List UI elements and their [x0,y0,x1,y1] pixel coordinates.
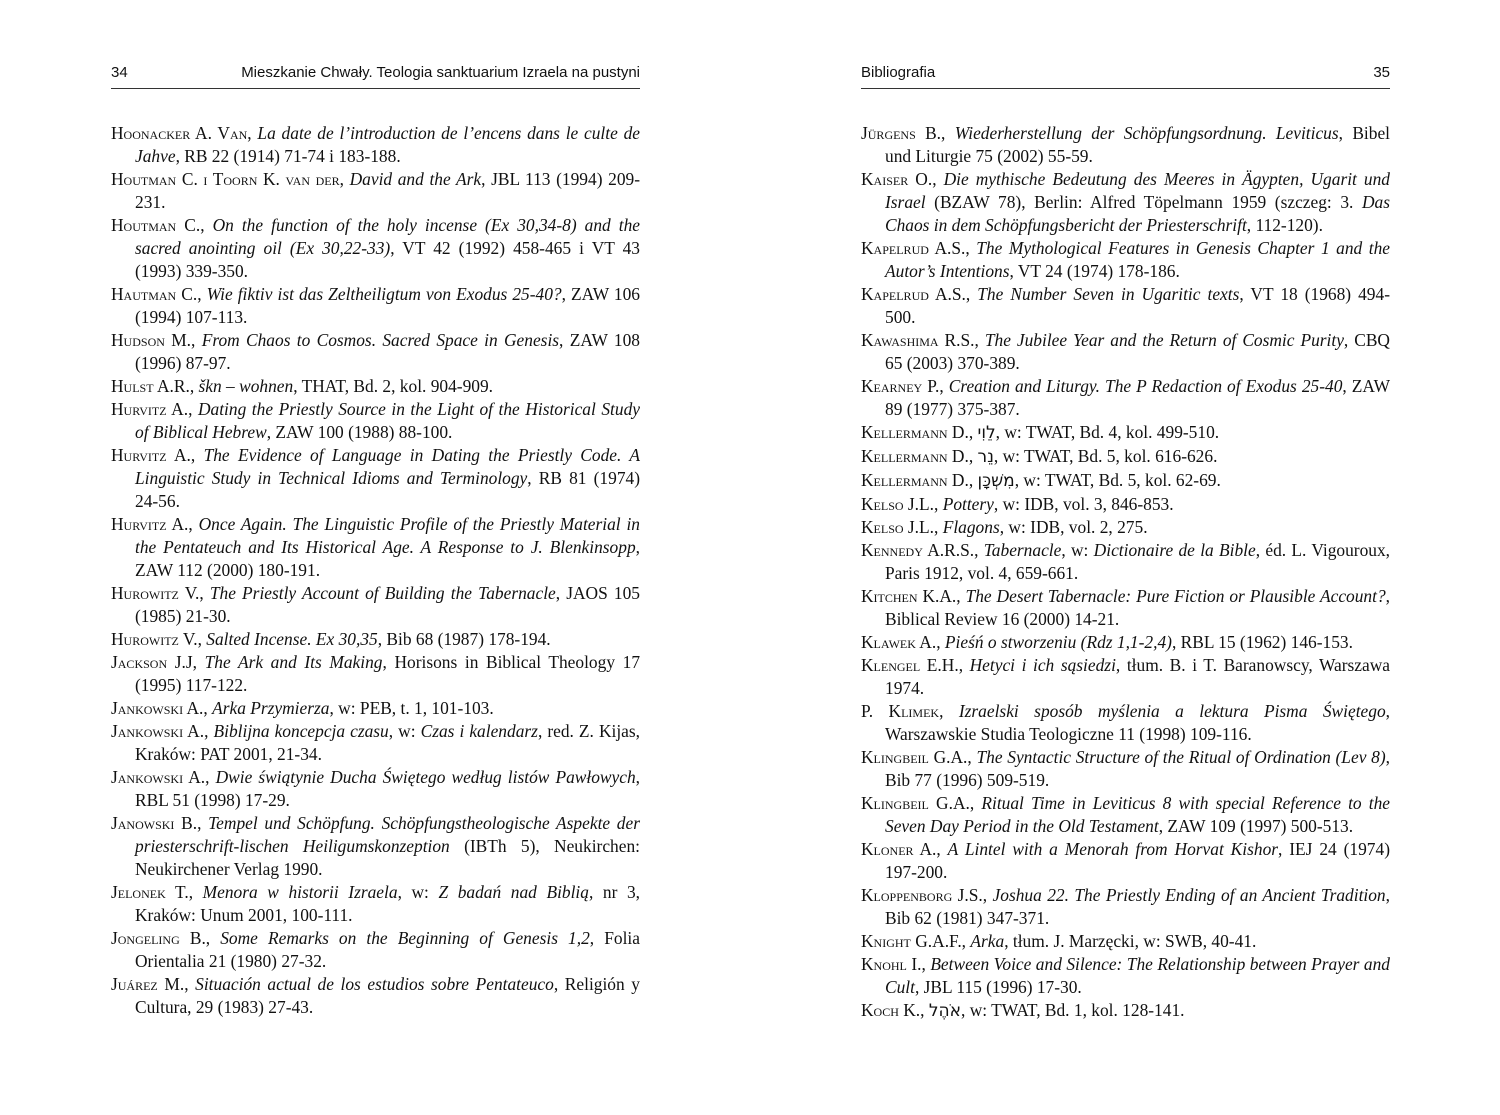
entry-title: Wiederherstellung der Schöpfungsordnung. Leviticus [954,123,1339,143]
entry-author: Hurvitz A. [111,514,189,534]
entry-details: , tłum. B. i T. Baranowscy, Warszawa 1974. [885,655,1391,698]
entry-details: , Horisons in Biblical Theology 17 (1995) 117-122. [135,652,641,695]
entry-author: Jongeling B. [111,928,206,948]
entry-title: Czas i kalendarz [420,721,538,741]
entry-title: The Evidence of Language in Dating the Priestly Code. A Linguistic Study in Technical Idioms and Terminology [135,445,640,488]
entry-title: Dwie świątynie Ducha Świętego według listów Pawłowych [215,767,636,787]
bibliography-entry [861,329,1390,375]
bibliography-entry [111,628,640,651]
entry-author: Hudson M. [111,330,192,350]
entry-title: Arka [970,931,1005,951]
bibliography-entry [861,884,1390,930]
entry-details: (IBTh 5), Neukirchen: Neukirchener Verlag 1990. [135,836,640,879]
entry-title: La date de l’introduction de l’encens dans le culte de Jahve [135,123,640,166]
entry-title: Pottery [942,494,994,514]
bibliography-entry [861,237,1390,283]
bibliography-entry [861,585,1390,631]
entry-details: , w: TWAT, Bd. 5, kol. 616-626. [993,446,1218,466]
entry-details: , [200,215,213,235]
entry-details: , Biblical Review 16 (2000) 14-21. [885,586,1391,629]
bibliography-entry [111,973,640,1019]
entry-details: , RBL 15 (1962) 146-153. [1171,632,1353,652]
entry-details: , RB 22 (1914) 71-74 i 183-188. [175,146,401,166]
bibliography-entry [111,283,640,329]
entry-details: , nr 3, Kraków: Unum 2001, 100-111. [135,882,640,925]
entry-details: , Warszawskie Studia Teologiczne 11 (1998) 109-116. [885,701,1390,744]
entry-author: Jankowski A. [111,698,204,718]
entry-details: , w: IDB, vol. 3, 846-853. [993,494,1174,514]
entry-details: , w: [388,721,421,741]
entry-title: Ritual Time in Leviticus 8 with special Reference to the Seven Day Period in the Old Testament [885,793,1390,836]
entry-details: , w: TWAT, Bd. 5, kol. 62-69. [1014,470,1221,490]
bibliography-entry [861,421,1390,445]
entry-details: , [968,422,978,442]
entry-title: Pieśń o stworzeniu (Rdz 1,1-2,4) [944,632,1172,652]
entry-title: Creation and Liturgy. The P Redaction of Exodus 25-40 [948,376,1343,396]
entry-details: , JAOS 105 (1985) 21-30. [135,583,640,626]
entry-author: Houtman C. i Toorn K. van der [111,169,340,189]
entry-author: Houtman C. [111,215,201,235]
entry-author: Janowski B. [111,813,198,833]
entry-details: , [197,813,209,833]
entry-title: The Jubilee Year and the Return of Cosmic Purity [984,330,1344,350]
bibliography-entry [861,516,1390,539]
entry-author: Kennedy A.R.S. [861,540,975,560]
bibliography-entry [861,469,1390,493]
entry-title: Die mythische Bedeutung des Meeres in Ägypten, Ugarit und Israel [885,169,1390,212]
entry-details: , [974,330,985,350]
entry-details: , [204,721,214,741]
entry-author: Hulst A.R. [111,376,190,396]
bibliography-entry [861,283,1390,329]
entry-details: , [941,123,955,143]
bibliography-entry [111,582,640,628]
entry-details: , [190,445,204,465]
bibliography-entry [111,720,640,766]
entry-details: , [203,698,213,718]
entry-details: , [205,767,216,787]
bibliography-entry [861,168,1390,237]
entry-details: , [189,376,199,396]
entry-author: Koch K. [861,1000,921,1020]
entry-details: , Bibel und Liturgie 75 (2002) 55-59. [885,123,1390,166]
bibliography-entry [861,631,1390,654]
entry-details: , [968,470,978,490]
entry-details: , [968,446,978,466]
entry-title: Menora w historii Izraela [202,882,398,902]
entry-author: Hurvitz A. [111,445,191,465]
entry-details: , [191,330,202,350]
entry-details: , w: [1061,540,1094,560]
entry-details: , [934,517,943,537]
entry-title: From Chaos to Cosmos. Sacred Space in Genesis [201,330,560,350]
entry-title: Biblijna koncepcja czasu [213,721,389,741]
entry-title: Dictionaire de la Bible [1093,540,1256,560]
entry-details: (BZAW 78), Berlin: Alfred Töpelmann 1959 (szczeg: 3. [925,192,1362,212]
bibliography-entry [861,122,1390,168]
entry-title: Arka Przymierza [212,698,330,718]
right-page-number: 35 [1373,64,1390,81]
entry-details: , JBL 115 (1996) 17-30. [914,977,1082,997]
entry-details: , [184,974,196,994]
bibliography-entry [111,697,640,720]
left-page-number: 34 [111,64,128,81]
entry-hebrew-term: נֵר [977,447,994,467]
entry-author: Kellermann D. [861,446,969,466]
entry-title: Flagons [942,517,1000,537]
entry-details: , VT 18 (1968) 494-500. [885,284,1390,327]
entry-details: , [920,1000,929,1020]
entry-details: , [199,583,210,603]
entry-author: Klingbeil G.A. [861,747,968,767]
entry-title: Tabernacle [983,540,1062,560]
entry-title: On the function of the holy incense (Ex 30,34-8) and the sacred anointing oil (Ex 30,22-33) [135,215,640,258]
entry-title: The Number Seven in Ugaritic texts [977,284,1240,304]
entry-title: Z badań nad Biblią [438,882,589,902]
entry-author: Kelso J.L. [861,494,934,514]
entry-title: The Syntactic Structure of the Ritual of Ordination (Lev 8) [976,747,1386,767]
entry-author: Hurowitz V. [111,583,200,603]
entry-title: Salted Incense. Ex 30,35 [206,629,378,649]
entry-details: , [921,954,931,974]
entry-details: , ZAW 112 (2000) 180-191. [135,537,640,580]
bibliography-entry [861,375,1390,421]
entry-details: , VT 42 (1992) 458-465 i VT 43 (1993) 339-350. [135,238,641,281]
bibliography-entry [111,927,640,973]
entry-details: , [247,123,258,143]
entry-author: Hautman C. [111,284,198,304]
entry-details: , ZAW 100 (1988) 88-100. [266,422,453,442]
entry-author: Knohl I. [861,954,922,974]
entry-author: Jürgens B. [861,123,942,143]
bibliography-entry [111,812,640,881]
entry-title: Once Again. The Linguistic Profile of the Priestly Material in the Pentateuch and Its Historical Age. A Response to J. Blenkinsopp [135,514,640,557]
bibliography-entry [111,329,640,375]
right-page [861,0,1390,1115]
left-page [111,0,640,1115]
entry-title: škn – wohnen [198,376,294,396]
entry-hebrew-term: לֵוִי [977,423,996,443]
entry-title: Tempel und Schöpfung. Schöpfungstheologische Aspekte der priesterschrift-lischen Heiligumskonzeption [135,813,640,856]
entry-author: Kellermann D. [861,422,969,442]
entry-author: Kapelrud A.S. [861,284,966,304]
entry-details: , ZAW 108 (1996) 87-97. [135,330,640,373]
entry-details: , [205,928,221,948]
bibliography-entry [111,651,640,697]
bibliography-entry [861,493,1390,516]
entry-details: , [961,931,971,951]
bibliography-entry [861,539,1390,585]
entry-details: , tłum. J. Marzęcki, w: SWB, 40-41. [1004,931,1257,951]
bibliography-entry [861,838,1390,884]
entry-details: , [982,885,993,905]
entry-title: Joshua 22. The Priestly Ending of an Ancient Tradition [992,885,1386,905]
entry-author: Kloppenborg J.S. [861,885,983,905]
entry-details: , [934,494,943,514]
entry-author: Hurowitz V. [111,629,198,649]
entry-details: , VT 24 (1974) 178-186. [1009,261,1180,281]
entry-details: , [969,793,982,813]
entry-details: , [188,514,199,534]
entry-details: , [192,652,205,672]
entry-author: Knight G.A.F. [861,931,962,951]
entry-details: , IEJ 24 (1974) 197-200. [885,839,1390,882]
entry-title: The Priestly Account of Building the Tabernacle [209,583,556,603]
bibliography-entry [111,881,640,927]
entry-details: , 112-120). [1246,215,1323,235]
bibliography-entry [861,999,1390,1023]
bibliography-entry [111,168,640,214]
entry-details: , w: TWAT, Bd. 4, kol. 499-510. [995,422,1220,442]
entry-details: , red. Z. Kijas, Kraków: PAT 2001, 21-34. [135,721,640,764]
entry-title: Wie fiktiv ist das Zeltheiligtum von Exodus 25-40? [206,284,562,304]
bibliography-entry [861,445,1390,469]
entry-details: , [965,238,977,258]
entry-details: , éd. L. Vigouroux, Paris 1912, vol. 4, 659-661. [885,540,1391,583]
entry-details: , w: IDB, vol. 2, 275. [999,517,1148,537]
entry-details: , ZAW 89 (1977) 375-387. [885,376,1390,419]
entry-details: , Religión y Cultura, 29 (1983) 27-43. [135,974,640,1017]
entry-author: Kellermann D. [861,470,969,490]
entry-author: Kaiser O. [861,169,933,189]
bibliography-entry [861,654,1390,700]
bibliography-entry [861,953,1390,999]
bibliography-entry [111,444,640,513]
entry-details: , JBL 113 (1994) 209-231. [135,169,640,212]
entry-details: , CBQ 65 (2003) 370-389. [885,330,1390,373]
entry-details: , [936,839,948,859]
entry-details: , [965,284,978,304]
entry-author: Jankowski A. [111,767,206,787]
entry-author: Jelonek T. [111,882,189,902]
bibliography-entry [861,746,1390,792]
entry-author: Jackson J.J [111,652,193,672]
entry-details: , THAT, Bd. 2, kol. 904-909. [293,376,494,396]
entry-title: Hetyci i ich sąsiedzi [969,655,1116,675]
entry-details: , [188,399,198,419]
entry-title: Das Chaos in dem Schöpfungsbericht der Priesterschrift [885,192,1390,235]
bibliography-entry [111,214,640,283]
bibliography-entry [111,766,640,812]
entry-details: , w: TWAT, Bd. 1, kol. 128-141. [961,1000,1185,1020]
entry-details: , [197,284,207,304]
entry-details: , [339,169,350,189]
entry-author: Kitchen K.A. [861,586,957,606]
entry-details: , [188,882,203,902]
entry-hebrew-term: אֹהֶל [928,1001,961,1021]
entry-author: P. Klimek [861,701,940,721]
entry-details: , RBL 51 (1998) 17-29. [135,767,640,810]
entry-title: Some Remarks on the Beginning of Genesis 1,2 [220,928,590,948]
entry-details: , RB 81 (1974) 24-56. [135,468,641,511]
entry-details: , ZAW 106 (1994) 107-113. [135,284,640,327]
entry-author: Kapelrud A.S. [861,238,966,258]
entry-details: , [956,586,966,606]
entry-title: Izraelski sposób myślenia a lektura Pisma Świętego [958,701,1386,721]
entry-title: Between Voice and Silence: The Relationship between Prayer and Cult [885,954,1390,997]
entry-author: Kearney P. [861,376,940,396]
entry-author: Klengel E.H. [861,655,959,675]
entry-title: The Desert Tabernacle: Pure Fiction or Plausible Account? [965,586,1386,606]
entry-author: Kawashima R.S. [861,330,975,350]
entry-details: , [939,701,959,721]
entry-details: , [936,632,945,652]
left-running-title: Mieszkanie Chwały. Teologia sanktuarium Izraela na pustyni [241,64,640,81]
bibliography-entry [861,930,1390,953]
entry-details: , [974,540,984,560]
entry-author: Klawek A. [861,632,937,652]
entry-details: , w: [397,882,439,902]
entry-title: David and the Ark [349,169,482,189]
entry-title: Situación actual de los estudios sobre Pentateuco [195,974,554,994]
entry-details: , [197,629,207,649]
entry-title: The Ark and Its Making [204,652,383,672]
entry-title: The Mythological Features in Genesis Chapter 1 and the Autor’s Intentions [885,238,1390,281]
entry-hebrew-term: מִשְׁכָּן [977,471,1015,491]
entry-details: , [958,655,970,675]
entry-author: Hoonacker A. Van [111,123,248,143]
entry-details: , Bib 68 (1987) 178-194. [377,629,551,649]
bibliography-entry [861,792,1390,838]
entry-details: , Bib 62 (1981) 347-371. [885,885,1390,928]
bibliography-entry [861,700,1390,746]
entry-details: , Folia Orientalia 21 (1980) 27-32. [135,928,640,971]
left-running-header [111,58,640,89]
entry-details: , Bib 77 (1996) 509-519. [885,747,1390,790]
bibliography-entry [111,122,640,168]
entry-title: A Lintel with a Menorah from Horvat Kishor [947,839,1279,859]
entry-author: Hurvitz A. [111,399,189,419]
entry-details: , [932,169,944,189]
right-bibliography-list [861,122,1390,1023]
entry-details: , ZAW 109 (1997) 500-513. [1158,816,1354,836]
bibliography-entry [111,375,640,398]
entry-details: , [939,376,949,396]
entry-title: Dating the Priestly Source in the Light of the Historical Study of Biblical Hebrew [135,399,640,442]
entry-author: Kloner A. [861,839,937,859]
entry-details: , [967,747,977,767]
left-bibliography-list [111,122,640,1019]
bibliography-entry [111,398,640,444]
right-running-header [861,58,1390,89]
entry-author: Klingbeil G.A. [861,793,970,813]
entry-author: Jankowski A. [111,721,205,741]
entry-details: , w: PEB, t. 1, 101-103. [329,698,494,718]
bibliography-entry [111,513,640,582]
entry-author: Juárez M. [111,974,185,994]
entry-author: Kelso J.L. [861,517,934,537]
right-running-title: Bibliografia [861,64,936,81]
